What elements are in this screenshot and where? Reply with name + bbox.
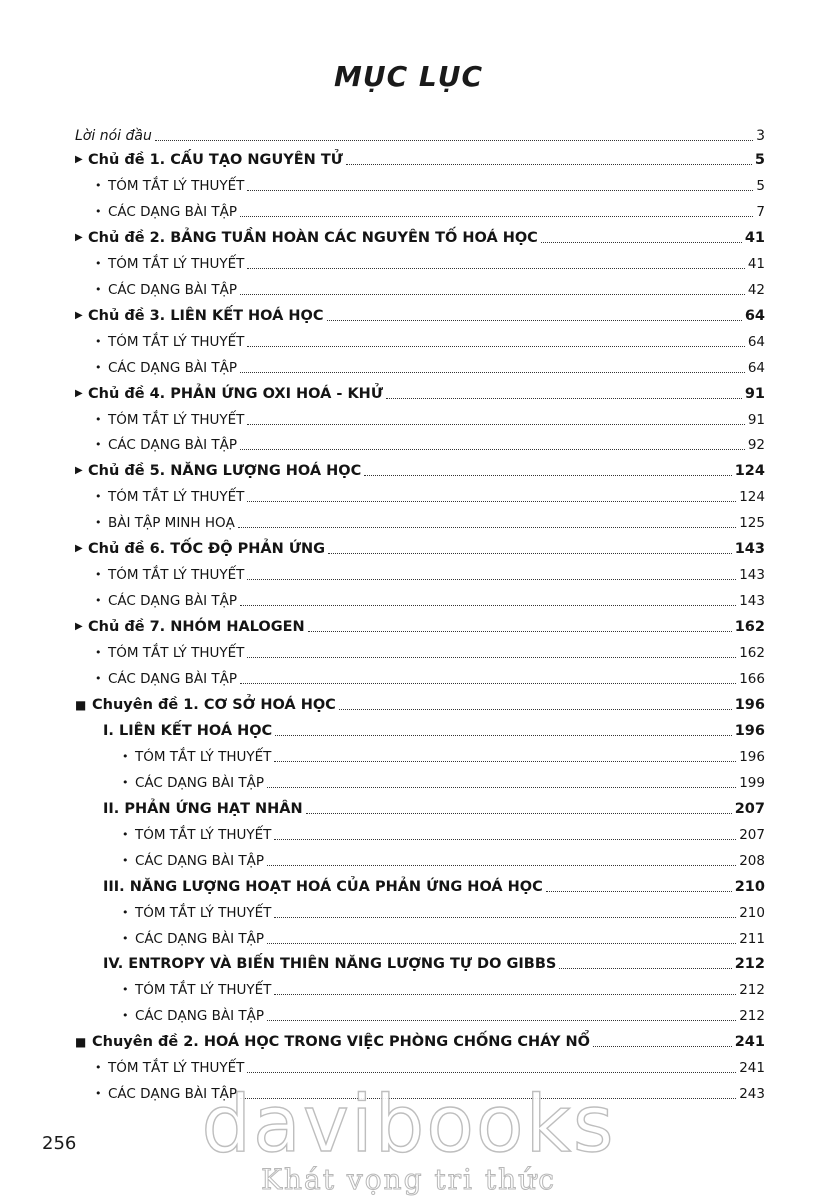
- toc-entry-page: 166: [739, 671, 765, 687]
- toc-entry-sub2: [122, 974, 765, 998]
- toc-entry-label: TÓM TẮT LÝ THUYẾT: [108, 645, 245, 662]
- dot-bullet-icon: •: [122, 827, 129, 841]
- toc-intro-row: [75, 120, 765, 144]
- toc-entry-page: 241: [734, 1034, 765, 1051]
- dot-leader: [267, 865, 736, 866]
- dot-bullet-icon: •: [95, 360, 102, 374]
- toc-entry-page: 196: [734, 696, 765, 713]
- dot-leader: [339, 709, 732, 710]
- toc-entry-label: TÓM TẮT LÝ THUYẾT: [135, 904, 272, 921]
- toc-entry-label: Chủ đề 2. BẢNG TUẦN HOÀN CÁC NGUYÊN TỐ HOÁ HỌC: [88, 229, 538, 246]
- toc-entry-sub2: [122, 845, 765, 869]
- toc-entry-sub: [95, 352, 765, 376]
- toc-entry-sub: [95, 274, 765, 298]
- toc-entry-page: 5: [754, 152, 765, 168]
- dot-leader: [240, 294, 745, 295]
- toc-entry-special: [75, 1026, 765, 1050]
- dot-leader: [247, 1072, 736, 1073]
- dot-leader: [240, 216, 753, 217]
- toc-entry-label: TÓM TẮT LÝ THUYẾT: [135, 982, 272, 999]
- dot-leader: [306, 813, 732, 814]
- toc-entry-page: 211: [739, 930, 765, 947]
- toc-entry-sub: [95, 1052, 765, 1076]
- toc-entry-chapter: [75, 222, 765, 246]
- dot-leader: [240, 449, 745, 450]
- triangle-bullet-icon: ▶: [75, 621, 83, 633]
- triangle-bullet-icon: ▶: [75, 309, 83, 321]
- toc-entry-chapter: [75, 455, 765, 479]
- toc-entry-label: TÓM TẮT LÝ THUYẾT: [108, 567, 245, 584]
- dot-bullet-icon: •: [95, 490, 102, 504]
- toc-entry-label: CÁC DẠNG BÀI TẬP: [108, 593, 238, 610]
- toc-entry-sub2: [122, 1000, 765, 1024]
- toc-entry-label: CÁC DẠNG BÀI TẬP: [108, 203, 238, 220]
- toc-entry-page: 199: [739, 774, 765, 791]
- dot-leader: [247, 657, 736, 658]
- toc-entry-chapter: [75, 378, 765, 402]
- triangle-bullet-icon: ▶: [75, 387, 83, 399]
- toc-entry-label: CÁC DẠNG BÀI TẬP: [135, 930, 265, 947]
- square-bullet-icon: ■: [75, 697, 87, 712]
- dot-leader: [541, 242, 742, 243]
- dot-leader: [240, 605, 736, 606]
- toc-entry-label: TÓM TẮT LÝ THUYẾT: [108, 411, 245, 428]
- toc-entry-page: 124: [739, 489, 765, 506]
- page-title: MỤC LỤC: [333, 60, 484, 93]
- dot-bullet-icon: •: [95, 334, 102, 348]
- toc-entry-sub: [95, 170, 765, 194]
- dot-leader: [346, 164, 752, 165]
- toc-entry-page: 143: [739, 593, 765, 610]
- dot-leader: [240, 372, 745, 373]
- dot-bullet-icon: •: [95, 178, 102, 192]
- dot-bullet-icon: •: [95, 646, 102, 660]
- toc-entry-label: CÁC DẠNG BÀI TẬP: [108, 437, 238, 454]
- toc-entry-label: II. PHẢN ỨNG HẠT NHÂN: [103, 800, 303, 817]
- dot-bullet-icon: •: [122, 931, 129, 945]
- dot-bullet-icon: •: [95, 594, 102, 608]
- square-bullet-icon: ■: [75, 1035, 87, 1050]
- dot-leader: [274, 839, 736, 840]
- dot-bullet-icon: •: [122, 775, 129, 789]
- dot-leader: [274, 761, 736, 762]
- toc-entry-sub: [95, 248, 765, 272]
- toc-entry-sub: [95, 429, 765, 453]
- triangle-bullet-icon: ▶: [75, 154, 83, 165]
- toc-entry-page: 5: [756, 177, 765, 194]
- dot-bullet-icon: •: [95, 412, 102, 426]
- toc-entry-section: [103, 871, 765, 895]
- dot-bullet-icon: •: [95, 516, 102, 530]
- toc-entry-label: Chủ đề 6. TỐC ĐỘ PHẢN ỨNG: [88, 541, 325, 558]
- triangle-bullet-icon: ▶: [75, 543, 83, 555]
- toc-entry-label: TÓM TẮT LÝ THUYẾT: [108, 177, 245, 194]
- dot-leader: [327, 320, 742, 321]
- toc-entry-label: CÁC DẠNG BÀI TẬP: [108, 281, 238, 298]
- dot-bullet-icon: •: [122, 1009, 129, 1023]
- dot-leader: [267, 787, 736, 788]
- toc-entry-label: III. NĂNG LƯỢNG HOẠT HOÁ CỦA PHẢN ỨNG HOÁ HỌC: [103, 878, 543, 895]
- dot-leader: [247, 346, 744, 347]
- toc-entry-label: Chủ đề 5. NĂNG LƯỢNG HOÁ HỌC: [88, 463, 362, 480]
- toc-entry-page: 212: [739, 982, 765, 999]
- toc-entry-label: CÁC DẠNG BÀI TẬP: [135, 852, 265, 869]
- dot-bullet-icon: •: [95, 568, 102, 582]
- toc-entry-sub: [95, 559, 765, 583]
- toc-entry-page: 207: [734, 800, 765, 817]
- dot-bullet-icon: •: [122, 983, 129, 997]
- toc-entry-page: 64: [747, 359, 765, 376]
- dot-leader: [274, 994, 736, 995]
- toc-entry-page: 212: [734, 956, 765, 973]
- toc-entry-label: IV. ENTROPY VÀ BIẾN THIÊN NĂNG LƯỢNG TỰ DO GIBBS: [103, 956, 557, 973]
- toc-entry-label: TÓM TẮT LÝ THUYẾT: [135, 826, 272, 843]
- toc-entry-section: [103, 715, 765, 739]
- dot-bullet-icon: •: [122, 853, 129, 867]
- toc-entry-label: Chủ đề 3. LIÊN KẾT HOÁ HỌC: [88, 307, 324, 324]
- dot-leader: [275, 735, 732, 736]
- toc-entry-sub2: [122, 819, 765, 843]
- page-number: 256: [42, 1133, 77, 1154]
- triangle-bullet-icon: ▶: [75, 231, 83, 243]
- dot-bullet-icon: •: [122, 749, 129, 763]
- toc-entry-page: 91: [744, 385, 765, 402]
- toc-entry-sub: [95, 663, 765, 687]
- dot-bullet-icon: •: [95, 282, 102, 296]
- toc-entry-page: 196: [734, 722, 765, 739]
- dot-bullet-icon: •: [95, 672, 102, 685]
- dot-leader: [247, 190, 753, 191]
- toc-entry-page: 208: [739, 852, 765, 869]
- toc-entry-label: CÁC DẠNG BÀI TẬP: [135, 1008, 265, 1025]
- dot-leader: [274, 917, 736, 918]
- dot-leader: [546, 891, 732, 892]
- dot-leader: [247, 501, 736, 502]
- dot-leader: [308, 631, 732, 632]
- toc-entry-sub: [95, 326, 765, 350]
- toc-entry-label: TÓM TẮT LÝ THUYẾT: [135, 748, 272, 765]
- toc-entry-label: Chuyên đề 1. CƠ SỞ HOÁ HỌC: [92, 696, 336, 713]
- toc-entry-label: I. LIÊN KẾT HOÁ HỌC: [103, 722, 273, 739]
- toc-entry-chapter: [75, 533, 765, 557]
- dot-leader: [240, 683, 736, 684]
- toc-entry-label: Chủ đề 7. NHÓM HALOGEN: [88, 619, 305, 636]
- toc-entry-sub: [95, 196, 765, 220]
- toc-entry-page: 207: [739, 826, 765, 843]
- toc-entry-label: Chủ đề 1. CẤU TẠO NGUYÊN TỬ: [88, 152, 343, 168]
- watermark-brand: davibooks: [201, 1080, 616, 1170]
- toc-entry-page: 3: [756, 128, 765, 144]
- toc-entry-page: 243: [739, 1086, 765, 1103]
- toc-entry-sub: [95, 637, 765, 661]
- toc-entry-label: CÁC DẠNG BÀI TẬP: [108, 671, 238, 687]
- toc-entry-page: 92: [747, 437, 765, 454]
- toc-entry-page: 210: [739, 904, 765, 921]
- dot-leader: [238, 527, 736, 528]
- toc-entry-page: 41: [744, 229, 765, 246]
- toc-entry-page: 91: [747, 411, 765, 428]
- dot-leader: [328, 553, 732, 554]
- dot-leader: [155, 140, 753, 141]
- dot-leader: [364, 475, 731, 476]
- toc-entry-label: CÁC DẠNG BÀI TẬP: [108, 1086, 238, 1103]
- toc-entry-page: 196: [739, 748, 765, 765]
- toc-entry-page: 210: [734, 878, 765, 895]
- toc-entry-chapter: [75, 144, 765, 168]
- toc-entry-sub: [95, 585, 765, 609]
- toc-entry-page: 162: [739, 645, 765, 662]
- toc-entry-page: 162: [734, 619, 765, 636]
- toc-entry-page: 143: [739, 567, 765, 584]
- dot-bullet-icon: •: [95, 256, 102, 270]
- toc-entry-label: TÓM TẮT LÝ THUYẾT: [108, 489, 245, 506]
- dot-bullet-icon: •: [95, 204, 102, 218]
- toc-entry-sub2: [122, 923, 765, 947]
- dot-leader: [386, 398, 742, 399]
- toc-entry-page: 241: [739, 1060, 765, 1077]
- dot-leader: [247, 424, 744, 425]
- toc-entry-chapter: [75, 611, 765, 635]
- toc-entry-sub: [95, 404, 765, 428]
- dot-leader: [267, 1020, 736, 1021]
- toc-entry-page: 125: [739, 515, 765, 532]
- toc-entry-label: TÓM TẮT LÝ THUYẾT: [108, 255, 245, 272]
- dot-leader: [559, 968, 731, 969]
- toc-entry-section: [103, 948, 765, 972]
- toc-entry-page: 42: [747, 281, 765, 298]
- toc-entry-label: Chuyên đề 2. HOÁ HỌC TRONG VIỆC PHÒNG CHỐNG CHÁY NỔ: [92, 1034, 591, 1051]
- toc-entry-sub: [95, 507, 765, 531]
- dot-bullet-icon: •: [95, 438, 102, 452]
- toc-entry-page: 64: [744, 307, 765, 324]
- toc-entry-page: 41: [747, 255, 765, 272]
- toc-entry-label: CÁC DẠNG BÀI TẬP: [135, 774, 265, 791]
- toc-entry-label: TÓM TẮT LÝ THUYẾT: [108, 333, 245, 350]
- toc-entry-label: TÓM TẮT LÝ THUYẾT: [108, 1060, 245, 1077]
- toc-entry-page: 143: [734, 541, 765, 558]
- toc-entry-page: 124: [734, 463, 765, 480]
- toc-entry-sub2: [122, 897, 765, 921]
- toc-entry-sub2: [122, 767, 765, 791]
- toc-entry-label: Lời nói đầu: [75, 128, 152, 144]
- dot-bullet-icon: •: [122, 905, 129, 919]
- toc-entry-page: 64: [747, 333, 765, 350]
- toc-entry-special: [75, 689, 765, 713]
- toc-entry-page: 212: [739, 1008, 765, 1025]
- toc-entry-section: [103, 793, 765, 817]
- dot-leader: [593, 1046, 732, 1047]
- triangle-bullet-icon: ▶: [75, 465, 83, 477]
- toc-entry-sub: [95, 481, 765, 505]
- dot-leader: [247, 579, 736, 580]
- dot-leader: [247, 268, 744, 269]
- toc-entry-label: BÀI TẬP MINH HOẠ: [108, 515, 235, 532]
- toc-entry-chapter: [75, 300, 765, 324]
- toc-entry-sub2: [122, 741, 765, 765]
- watermark-slogan: Khát vọng tri thức: [261, 1163, 556, 1196]
- toc-entry-label: CÁC DẠNG BÀI TẬP: [108, 359, 238, 376]
- dot-bullet-icon: •: [95, 1061, 102, 1075]
- dot-leader: [267, 943, 736, 944]
- toc-entry-page: 7: [756, 203, 765, 220]
- dot-bullet-icon: •: [95, 1087, 102, 1101]
- toc-entry-label: Chủ đề 4. PHẢN ỨNG OXI HOÁ - KHỬ: [88, 385, 383, 402]
